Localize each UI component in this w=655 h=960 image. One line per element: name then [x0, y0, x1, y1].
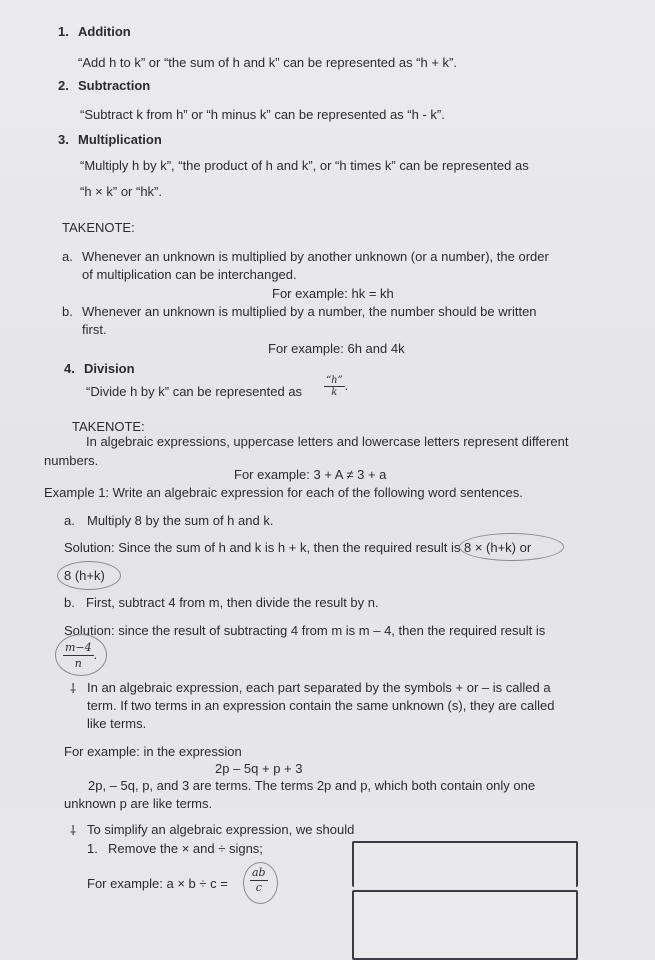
example1-b-text: First, subtract 4 from m, then divide the result by n. [86, 595, 379, 610]
takenote-title: TAKENOTE: [62, 220, 135, 235]
subtraction-body: “Subtract k from h” or “h minus k” can be represented as “h - k”. [80, 107, 445, 122]
takenote-a-line1: Whenever an unknown is multiplied by another unknown (or a number), the order [82, 249, 549, 264]
addition-heading: Addition [78, 24, 131, 39]
fraction-denominator: c [255, 881, 262, 894]
takenote2-line2: numbers. [44, 453, 99, 468]
multiplication-body-line1: “Multiply h by k”, “the product of h and k”, or “h times k” can be represented as [80, 158, 529, 173]
terms-line2: term. If two terms in an expression contain the same unknown (s), they are called [87, 698, 555, 713]
simplify-step: Remove the × and ÷ signs; [108, 841, 263, 856]
subtraction-heading: Subtraction [78, 78, 151, 93]
example1-a-text: Multiply 8 by the sum of h and k. [87, 513, 274, 528]
item-number: 3. [58, 132, 69, 147]
item-number: 2. [58, 78, 69, 93]
terms-line3: like terms. [87, 716, 147, 731]
division-body: “Divide h by k” can be represented as [86, 384, 303, 399]
division-heading: Division [84, 361, 135, 376]
bullet-icon: ⸸ [70, 823, 77, 838]
bullet-icon: ⸸ [70, 681, 77, 696]
fraction-numerator: “h” [326, 375, 343, 386]
example1-a-answer: 8 (h+k) [64, 568, 105, 583]
handwritten-circle [459, 533, 564, 561]
takenote-a-line2: of multiplication can be interchanged. [82, 267, 297, 282]
example1-b-label: b. [64, 595, 75, 610]
takenote-b-line1: Whenever an unknown is multiplied by a number, the number should be written [82, 304, 537, 319]
fraction-end: . [93, 646, 98, 662]
handwritten-circle [57, 561, 121, 590]
simplify-step-num: 1. [87, 841, 98, 856]
terms-desc-line1: 2p, – 5q, p, and 3 are terms. The terms 2p and p, which both contain only one [88, 778, 536, 793]
terms-example-intro: For example: in the expression [64, 744, 242, 759]
takenote-b-example: For example: 6h and 4k [268, 341, 405, 356]
example1-a-label: a. [64, 513, 75, 528]
example1-b-solution: Solution: since the result of subtracting 4 from m is m – 4, then the required result is [64, 623, 546, 638]
division-fraction [324, 375, 348, 398]
example1-a-solution: Solution: Since the sum of h and k is h + k, then the required result is 8 × (h+k) or [64, 540, 532, 555]
terms-line1: In an algebraic expression, each part separated by the symbols + or – is called a [87, 680, 551, 695]
fraction-numerator: m−4 [65, 641, 92, 654]
fraction-denominator: k [331, 387, 338, 398]
blank-answer-box [352, 841, 578, 887]
handwritten-circle [55, 634, 107, 676]
multiplication-heading: Multiplication [78, 132, 162, 147]
takenote-b-label: b. [62, 304, 73, 319]
fraction-denominator: n [74, 657, 82, 670]
takenote-a-example: For example: hk = kh [272, 286, 394, 301]
example1-intro: Example 1: Write an algebraic expression for each of the following word sentences. [44, 485, 523, 500]
handwritten-circle [243, 862, 278, 904]
takenote2-example: For example: 3 + A ≠ 3 + a [234, 467, 387, 482]
item-number: 4. [64, 361, 75, 376]
takenote-a-label: a. [62, 249, 73, 264]
fraction-numerator: ab [252, 866, 266, 879]
takenote2-line1: In algebraic expressions, uppercase letters and lowercase letters represent different [86, 434, 569, 449]
addition-body: “Add h to k” or “the sum of h and k” can be represented as “h + k”. [78, 55, 457, 70]
blank-answer-box [352, 890, 578, 960]
terms-desc-line2: unknown p are like terms. [64, 796, 213, 811]
simplify-intro: To simplify an algebraic expression, we should [87, 822, 355, 837]
terms-expression: 2p – 5q + p + 3 [215, 761, 303, 776]
takenote-title: TAKENOTE: [72, 419, 145, 434]
takenote-b-line2: first. [82, 322, 107, 337]
simplify-example: For example: a × b ÷ c = [87, 876, 228, 891]
item-number: 1. [58, 24, 69, 39]
division-end: . [344, 377, 349, 393]
multiplication-body-line2: “h × k” or “hk”. [80, 184, 162, 199]
